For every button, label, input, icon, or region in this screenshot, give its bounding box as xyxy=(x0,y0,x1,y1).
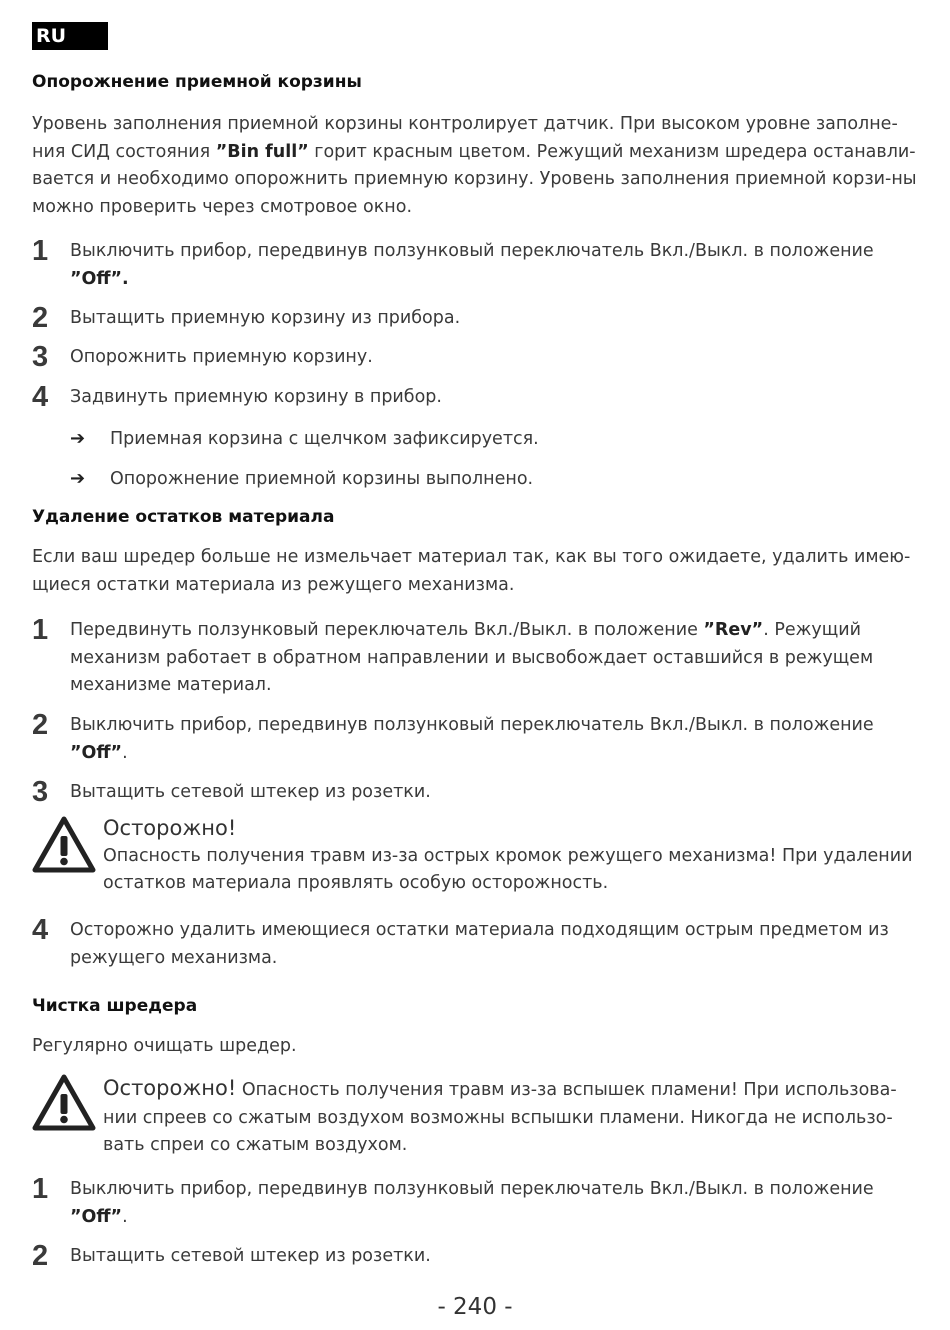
step-item xyxy=(32,341,918,373)
step-item xyxy=(32,1173,918,1231)
result-text: Опорожнение приемной корзины выполнено. xyxy=(110,469,534,489)
section-intro-remove-residue: Если ваш шредер больше не измельчает материал так, как вы того ожидаете, удалить имею-щиеся остатки материала из режущего механизма. xyxy=(32,547,911,595)
page-number: - 240 - xyxy=(437,1294,513,1320)
step-number: 4 xyxy=(32,914,49,946)
step-item xyxy=(32,302,918,334)
result-item xyxy=(70,425,920,454)
step-item xyxy=(32,914,918,972)
step-number: 2 xyxy=(32,302,49,334)
step-number: 3 xyxy=(32,341,49,373)
bin-full-label: ”Bin full” xyxy=(215,141,309,162)
off-label: ”Off” xyxy=(70,1206,123,1227)
intro-text-part: горит красным цветом. Режущий механизм шредера останавли-вается и необходимо опорожнить приемную корзину. Уровень заполнения приемной корзи-ны можно проверить через смотровое окно. xyxy=(32,141,917,217)
step-text: Выключить прибор, передвинув ползунковый переключатель Вкл./Выкл. в положение xyxy=(70,1179,874,1199)
warning-title: Осторожно! xyxy=(103,816,237,840)
warning-block xyxy=(103,1075,923,1160)
warning-triangle-icon xyxy=(32,1074,96,1132)
step-text: Вытащить приемную корзину из прибора. xyxy=(70,308,461,328)
step-number: 1 xyxy=(32,235,49,267)
step-number: 2 xyxy=(32,1240,49,1272)
step-number: 2 xyxy=(32,709,49,741)
step-text: Вытащить сетевой штекер из розетки. xyxy=(70,1246,431,1266)
intro-text-part: Уровень заполнения приемной корзины контролирует датчик. При высоком уровне заполне-ния СИД состояния xyxy=(32,114,898,162)
arrow-right-icon: ➔ xyxy=(70,428,86,449)
section-title-remove-residue: Удаление остатков материала xyxy=(32,507,335,527)
section-intro-cleaning: Регулярно очищать шредер. xyxy=(32,1036,297,1056)
step-item xyxy=(32,381,918,413)
off-label: ”Off”. xyxy=(70,268,129,289)
arrow-right-icon: ➔ xyxy=(70,468,86,489)
off-label: ”Off” xyxy=(70,742,123,763)
step-text: Передвинуть ползунковый переключатель Вкл./Выкл. в положение xyxy=(70,620,704,640)
step-item xyxy=(32,235,918,293)
step-text: Вытащить сетевой штекер из розетки. xyxy=(70,782,431,802)
warning-block xyxy=(103,815,923,898)
step-text: Опорожнить приемную корзину. xyxy=(70,347,373,367)
step-text: . xyxy=(122,742,128,763)
step-item xyxy=(32,1240,918,1272)
warning-text: Опасность получения травм из-за острых кромок режущего механизма! При удалении остатков материала проявлять особую осторожность. xyxy=(103,845,913,893)
result-item xyxy=(70,465,920,494)
step-number: 1 xyxy=(32,1173,49,1205)
step-number: 1 xyxy=(32,614,49,646)
step-number: 3 xyxy=(32,776,49,808)
step-text: Выключить прибор, передвинув ползунковый переключатель Вкл./Выкл. в положение xyxy=(70,715,874,735)
step-text: . Режущий механизм работает в обратном направлении и высвобождает оставшийся в режущем механизме материал. xyxy=(70,620,874,695)
step-number: 4 xyxy=(32,381,49,413)
warning-text: Опасность получения травм из-за вспышек пламени! При использова-нии спреев со сжатым воздухом возможны вспышки пламени. Никогда не использо-вать спреи со сжатым воздухом. xyxy=(103,1080,897,1155)
warning-title: Осторожно! xyxy=(103,1076,237,1100)
warning-triangle-icon xyxy=(32,816,96,874)
step-item xyxy=(32,614,918,700)
step-text: Задвинуть приемную корзину в прибор. xyxy=(70,387,442,407)
step-item xyxy=(32,709,918,767)
section-title-empty-bin: Опорожнение приемной корзины xyxy=(32,72,362,92)
language-badge: RU xyxy=(32,22,108,50)
section-title-cleaning: Чистка шредера xyxy=(32,996,198,1016)
rev-label: ”Rev” xyxy=(703,620,764,640)
step-text: Осторожно удалить имеющиеся остатки материала подходящим острым предметом из режущего механизма. xyxy=(70,920,889,968)
result-text: Приемная корзина с щелчком зафиксируется. xyxy=(110,429,539,449)
step-text: . xyxy=(122,1206,128,1227)
step-item xyxy=(32,776,918,808)
section-intro-empty-bin xyxy=(32,111,918,221)
step-text: Выключить прибор, передвинув ползунковый переключатель Вкл./Выкл. в положение xyxy=(70,241,874,261)
